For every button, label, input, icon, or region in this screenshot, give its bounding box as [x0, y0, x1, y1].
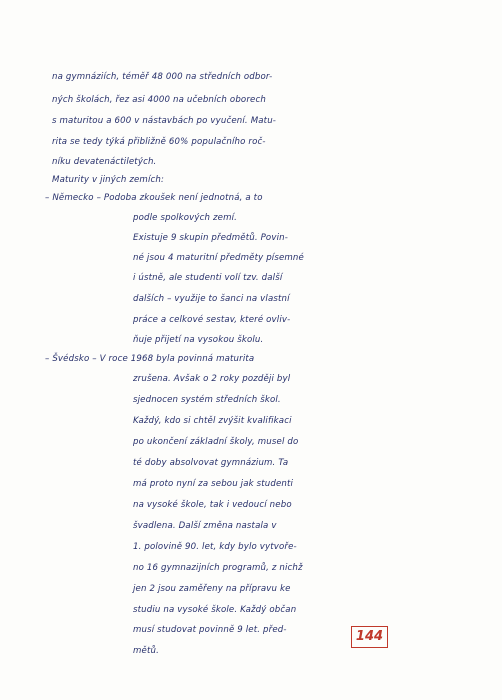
- text-line: práce a celkové sestav, které ovliv-: [133, 315, 291, 325]
- text-line: jen 2 jsou zaměřeny na přípravu ke: [133, 584, 291, 594]
- text-line: no 16 gymnazijních programů, z nichž: [133, 563, 303, 573]
- text-line: – Švédsko – V roce 1968 byla povinná maturita: [45, 354, 255, 364]
- text-line: dalších – využije to šanci na vlastní: [133, 294, 290, 304]
- text-line: né jsou 4 maturitní předměty písemné: [133, 253, 304, 263]
- text-line: s maturitou a 600 v nástavbách po vyučení. Matu-: [52, 116, 277, 126]
- text-line: 1. polovině 90. let, kdy bylo vytvoře-: [133, 542, 297, 552]
- text-line: musí studovat povinně 9 let. před-: [133, 625, 287, 635]
- text-line: má proto nyní za sebou jak studenti: [133, 479, 294, 489]
- text-line: na gymnáziích, téměř 48 000 na středních odbor-: [52, 72, 273, 82]
- page-number: 144: [351, 626, 388, 648]
- text-line: po ukončení základní školy, musel do: [133, 437, 299, 447]
- text-line: švadlena. Další změna nastala v: [133, 521, 277, 531]
- text-line: Každý, kdo si chtěl zvýšit kvalifikaci: [133, 416, 292, 426]
- text-line: studiu na vysoké škole. Každý občan: [133, 605, 297, 615]
- text-line: rita se tedy týká přibližně 60% populačního roč-: [52, 137, 266, 147]
- text-line: na vysoké škole, tak i vedoucí nebo: [133, 500, 292, 510]
- text-line: mětů.: [133, 646, 159, 656]
- text-line: níku devatenáctiletých.: [52, 157, 157, 167]
- text-line: ňuje přijetí na vysokou školu.: [133, 335, 264, 345]
- text-line: i ústně, ale studenti volí tzv. další: [133, 273, 283, 283]
- text-line: té doby absolvovat gymnázium. Ta: [133, 458, 289, 468]
- section-heading: Maturity v jiných zemích:: [52, 175, 165, 185]
- text-line: – Německo – Podoba zkoušek není jednotná, a to: [45, 193, 263, 203]
- text-line: podle spolkových zemí.: [133, 213, 238, 223]
- text-line: zrušena. Avšak o 2 roky později byl: [133, 374, 291, 384]
- text-line: ných školách, řez asi 4000 na učebních oborech: [52, 95, 266, 105]
- text-line: sjednocen systém středních škol.: [133, 395, 281, 405]
- text-line: Existuje 9 skupin předmětů. Povin-: [133, 233, 288, 243]
